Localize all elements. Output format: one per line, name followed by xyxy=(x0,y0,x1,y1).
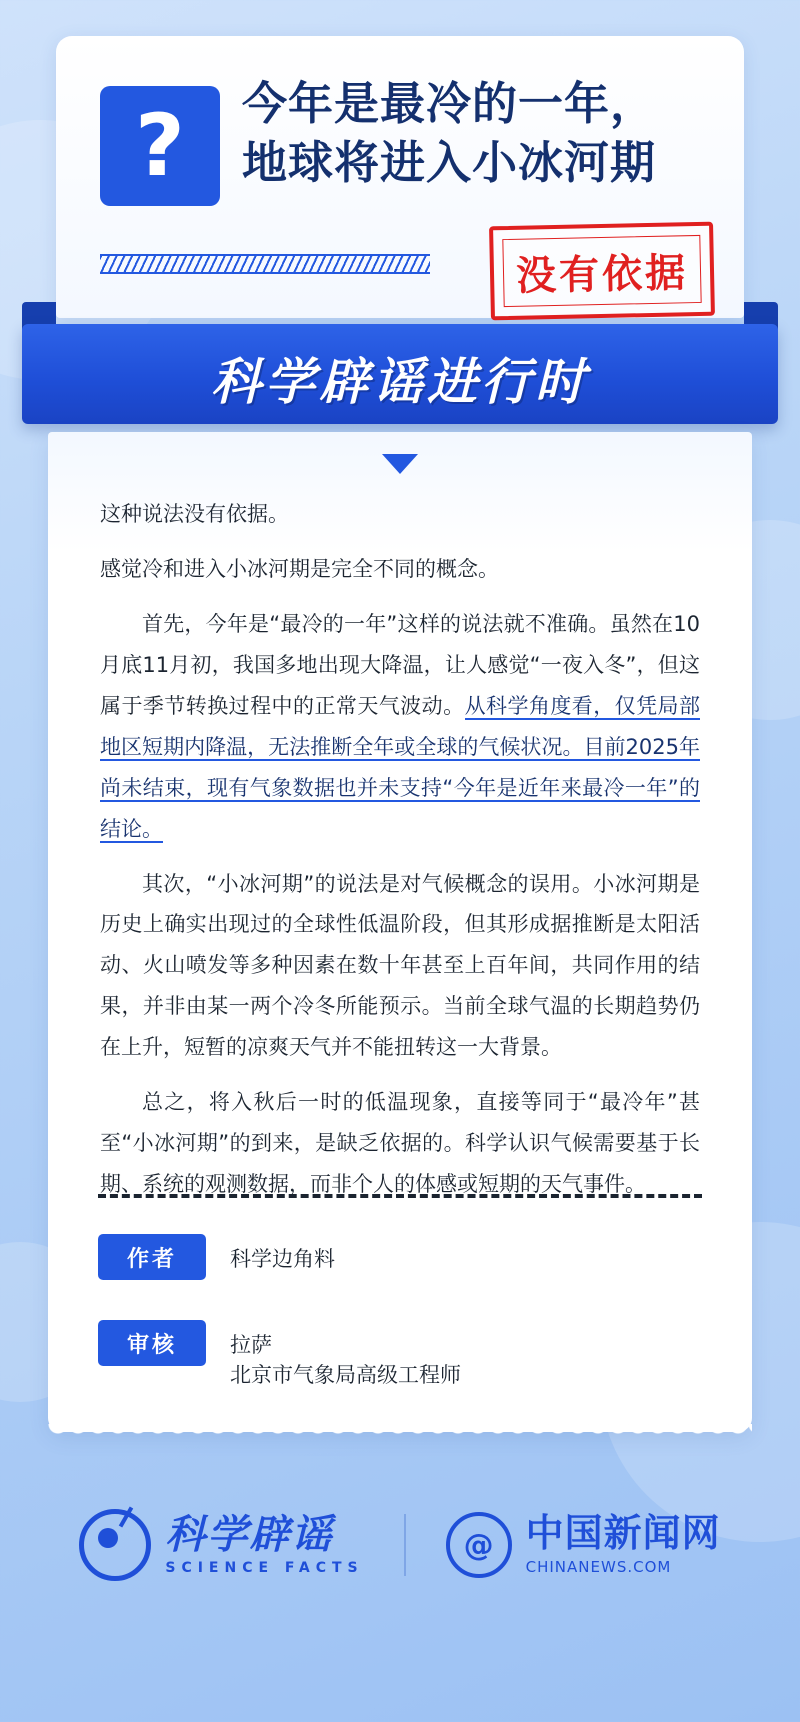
page-title: 今年是最冷的一年，地球将进入小冰河期 xyxy=(242,77,657,190)
science-facts-logo xyxy=(79,1509,363,1581)
credit-row-reviewer xyxy=(98,1320,461,1391)
banner-bar xyxy=(22,324,778,424)
verdict-stamp-label: 没有依据 xyxy=(515,249,689,300)
logo-en-label: CHINANEWS.COM xyxy=(525,1557,672,1576)
paragraph: 其次，“小冰河期”的说法是对气候概念的误用。小冰河期是历史上确实出现过的全球性低温阶段，但其形成据推断是太阳活动、火山喷发等多种因素在数十年甚至上百年间，共同作用的结果，并非由某一两个冷冬所能预示。当前全球气温的长期趋势仍在上升，短暂的凉爽天气并不能扭转这一大背景。 xyxy=(100,871,700,1060)
paragraph: 总之，将入秋后一时的低温现象，直接等同于“最冷年”甚至“小冰河期”的到来，是缺乏依据的。科学认识气候需要基于长期、系统的观测数据，而非个人的体感或短期的天气事件。 xyxy=(100,1090,700,1197)
globe-at-icon: @ xyxy=(446,1512,512,1578)
dashed-divider xyxy=(98,1194,702,1198)
logo-divider xyxy=(404,1514,406,1576)
credit-line: 科学边角料 xyxy=(230,1247,335,1271)
question-mark-icon xyxy=(100,86,220,206)
credit-tag-author: 作者 xyxy=(98,1234,206,1280)
header-card xyxy=(56,36,744,318)
question-mark-glyph: ? xyxy=(135,96,185,196)
science-facts-logo-text xyxy=(165,1514,363,1576)
paragraph: 这种说法没有依据。 xyxy=(100,502,289,526)
credit-value-author xyxy=(230,1234,335,1274)
caret-down-icon xyxy=(382,454,418,474)
credit-row-author xyxy=(98,1234,335,1280)
banner xyxy=(22,302,778,432)
credit-line: 拉萨 xyxy=(230,1333,272,1357)
verdict-stamp-inner xyxy=(502,235,701,307)
chinanews-logo xyxy=(446,1512,721,1578)
credit-line: 北京市气象局高级工程师 xyxy=(230,1363,461,1388)
paragraph: 感觉冷和进入小冰河期是完全不同的概念。 xyxy=(100,556,499,581)
hatch-divider xyxy=(100,254,430,274)
content-card xyxy=(48,432,752,1432)
credit-tag-reviewer: 审核 xyxy=(98,1320,206,1366)
banner-title: 科学辟谣进行时 xyxy=(211,353,589,411)
paragraph-underlined-text: 从科学角度看，仅凭局部地区短期内降温，无法推断全年或全球的气候状况。目前2025年尚未结束，现有气象数据也并未支持“今年是近年来最冷一年”的结论。 xyxy=(100,693,701,841)
article-body xyxy=(100,494,700,1219)
magnifier-logo-icon xyxy=(79,1509,151,1581)
logo-cn-label: 科学辟谣 xyxy=(165,1512,334,1558)
footer-logos xyxy=(0,1470,800,1620)
card-scalloped-edge xyxy=(48,1424,752,1442)
logo-en-label: SCIENCE FACTS xyxy=(165,1560,364,1576)
logo-cn-label: 中国新闻网 xyxy=(525,1511,721,1556)
credit-value-reviewer xyxy=(230,1320,461,1391)
paragraph-plain-text: 首先，今年是“最冷的一年”这样的说法就不准确。虽然在10月底11月初，我国多地出现大降温，让人感觉“一夜入冬”，但这属于季节转换过程中的正常天气波动。 xyxy=(100,611,700,718)
chinanews-logo-text xyxy=(525,1511,721,1576)
paragraph xyxy=(100,604,700,850)
